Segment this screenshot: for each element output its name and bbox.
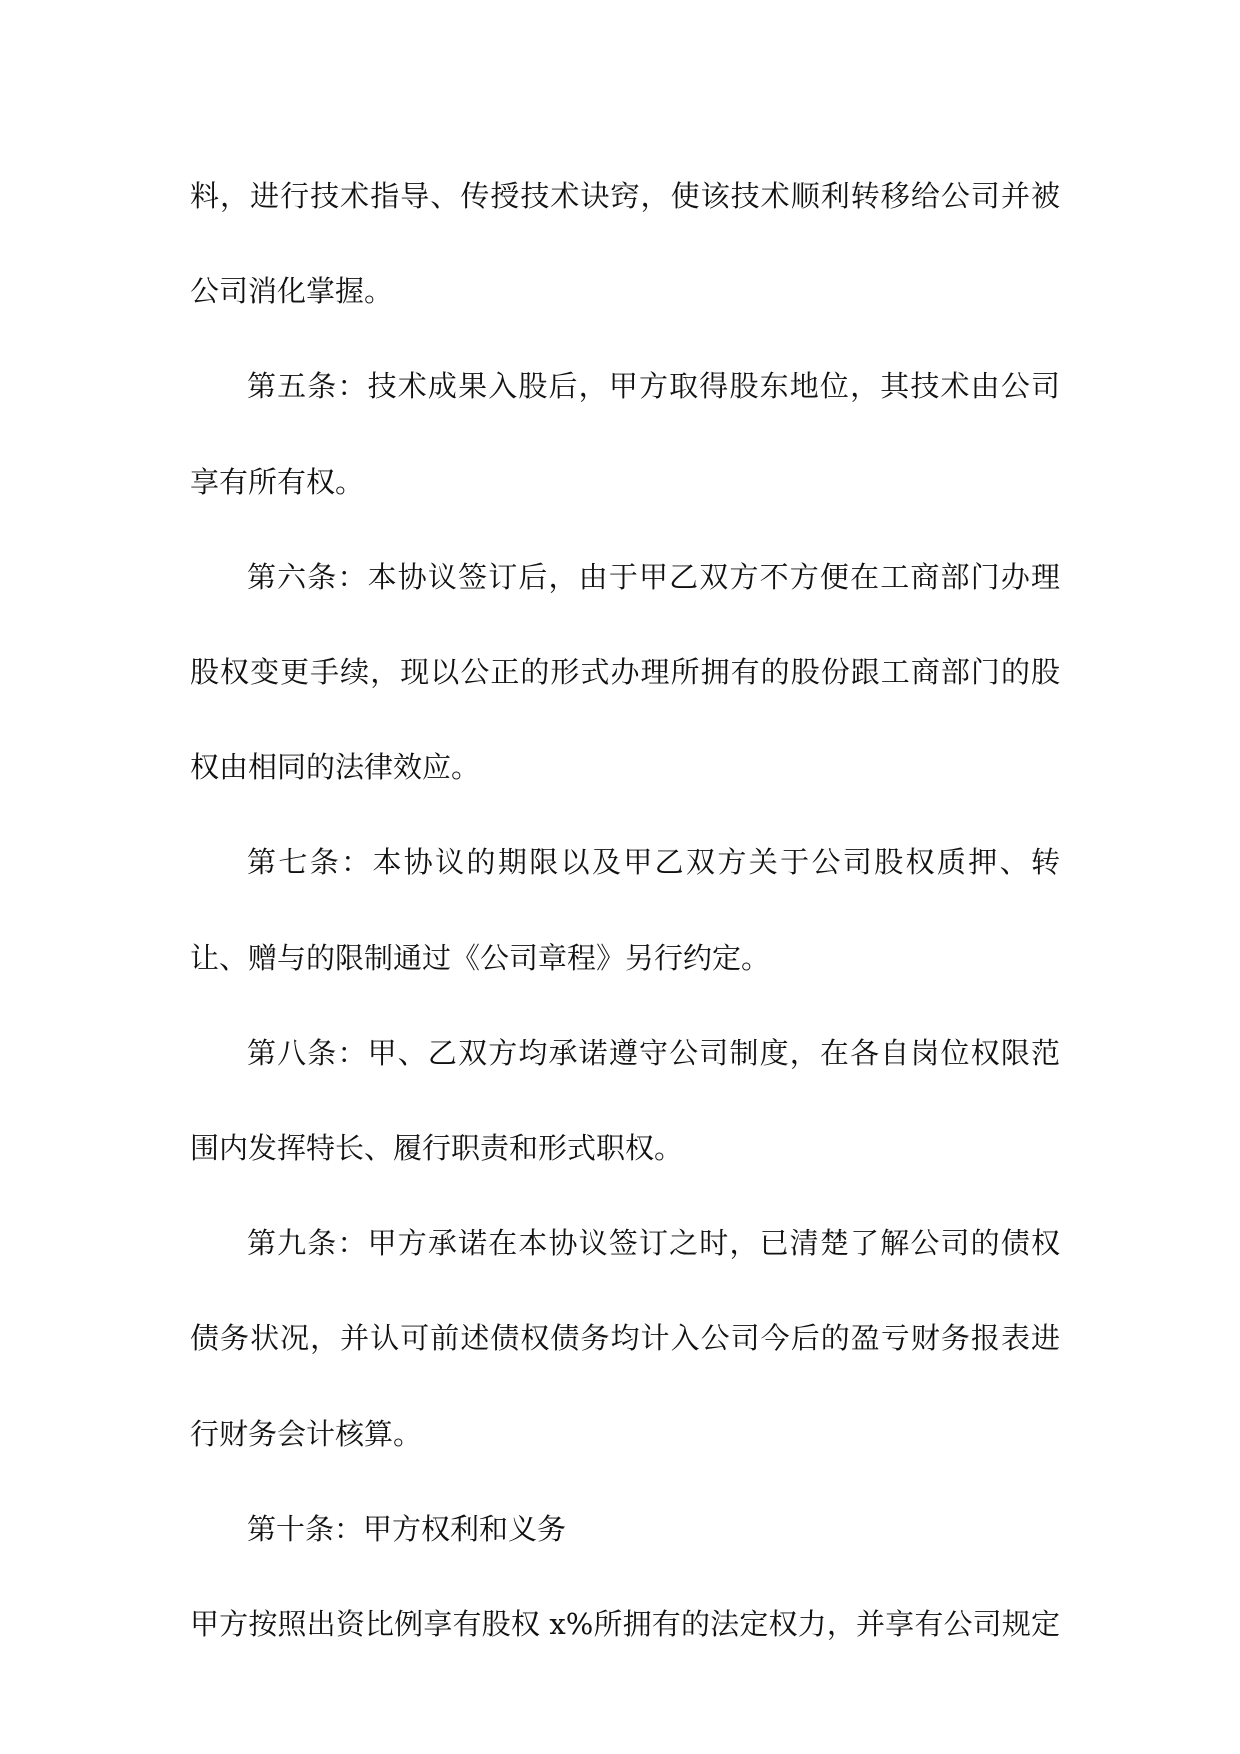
article-9-heading-line: 第九条：甲方承诺在本协议签订之时，已清楚了解公司的债权: [247, 1226, 1060, 1260]
paragraph-line: 享有所有权。: [190, 465, 365, 499]
article-8-heading-line: 第八条：甲、乙双方均承诺遵守公司制度，在各自岗位权限范: [247, 1036, 1060, 1070]
paragraph-line: 债务状况，并认可前述债权债务均计入公司今后的盈亏财务报表进: [190, 1321, 1060, 1355]
paragraph-line: 料，进行技术指导、传授技术诀窍，使该技术顺利转移给公司并被: [190, 179, 1060, 213]
article-6-heading-line: 第六条：本协议签订后，由于甲乙双方不方便在工商部门办理: [247, 560, 1060, 594]
paragraph-line: 让、赠与的限制通过《公司章程》另行约定。: [190, 941, 771, 975]
paragraph-line: 公司消化掌握。: [190, 274, 394, 308]
paragraph-line: 围内发挥特长、履行职责和形式职权。: [190, 1131, 684, 1165]
paragraph-line: 行财务会计核算。: [190, 1417, 423, 1451]
paragraph-line: 权由相同的法律效应。: [190, 750, 481, 784]
paragraph-line: 甲方按照出资比例享有股权 x%所拥有的法定权力，并享有公司规定: [190, 1607, 1060, 1641]
paragraph-line: 股权变更手续，现以公正的形式办理所拥有的股份跟工商部门的股: [190, 655, 1060, 689]
article-5-heading-line: 第五条：技术成果入股后，甲方取得股东地位，其技术由公司: [247, 369, 1060, 403]
article-10-heading-line: 第十条：甲方权利和义务: [247, 1512, 567, 1546]
article-7-heading-line: 第七条：本协议的期限以及甲乙双方关于公司股权质押、转: [247, 845, 1060, 879]
